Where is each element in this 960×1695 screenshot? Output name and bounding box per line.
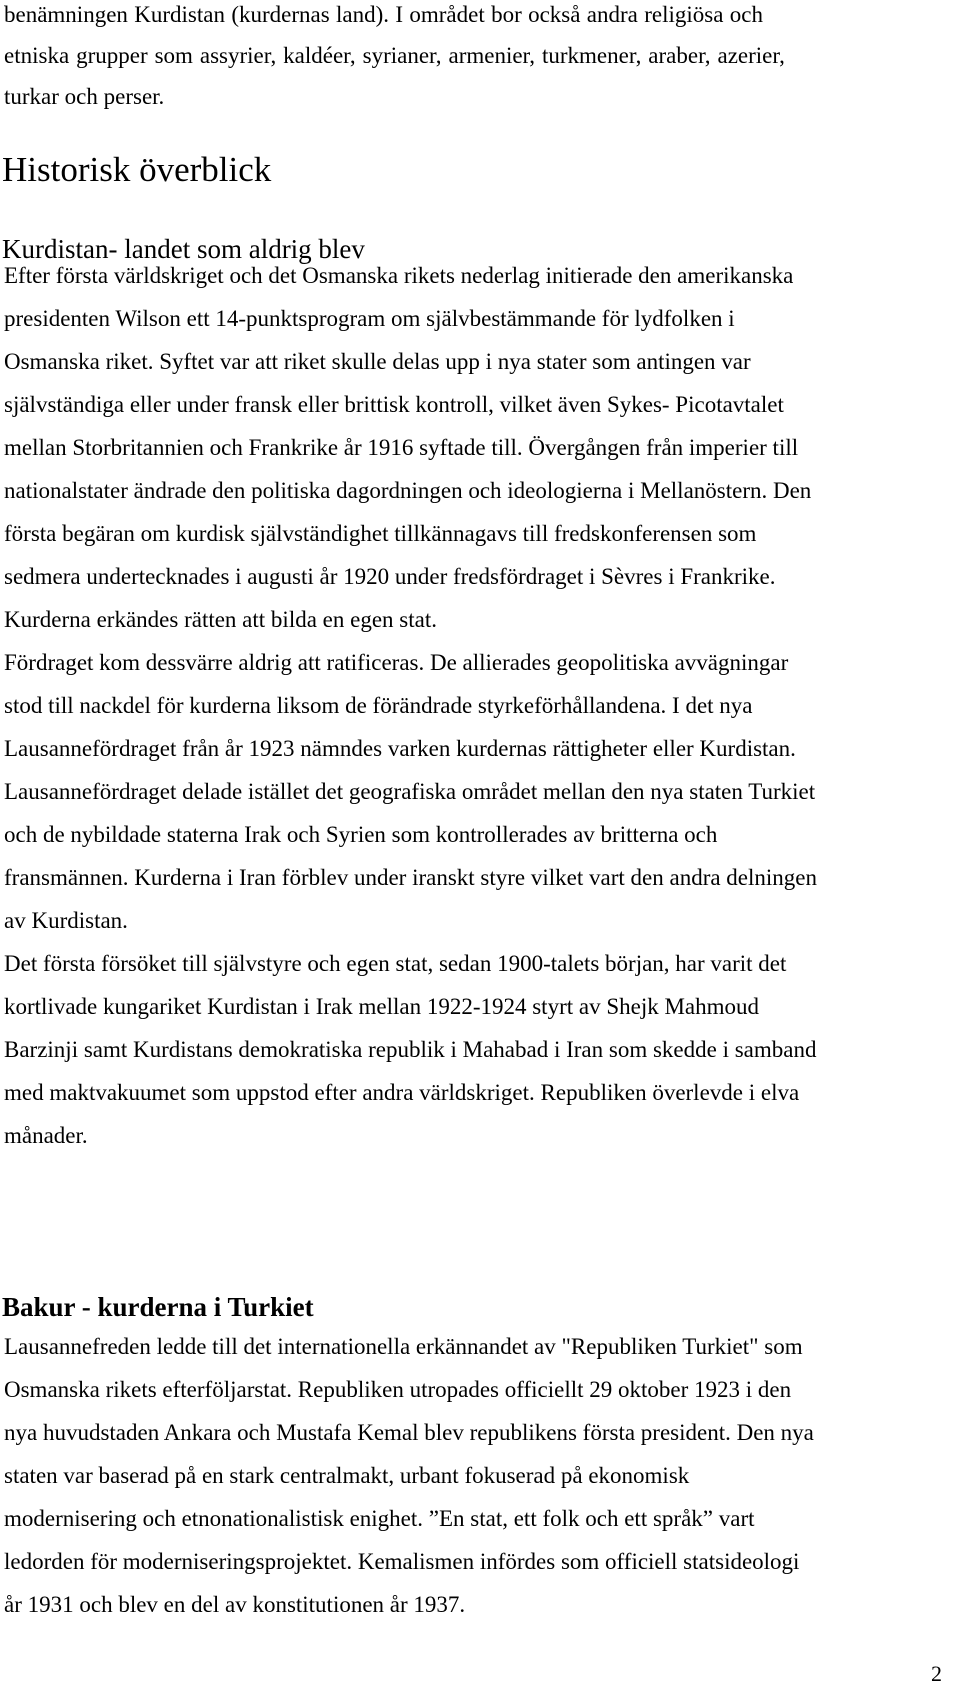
body-line: och de nybildade staterna Irak och Syrien som kontrollerades av britterna och: [4, 822, 718, 847]
bakur-line: nya huvudstaden Ankara och Mustafa Kemal blev republikens första president. Den nya: [4, 1420, 814, 1445]
bakur-line: staten var baserad på en stark centralmakt, urbant fokuserad på ekonomisk: [4, 1463, 690, 1488]
body-line: fransmännen. Kurderna i Iran förblev under iranskt styre vilket vart den andra delningen: [4, 865, 818, 890]
intro-line: turkar och perser.: [4, 84, 165, 109]
body-line: med maktvakuumet som uppstod efter andra världskriget. Republiken överlevde i elva: [4, 1080, 800, 1105]
bakur-heading: Bakur - kurderna i Turkiet: [2, 1292, 314, 1322]
section-heading: Historisk överblick: [2, 150, 272, 189]
bakur-line: ledorden för moderniseringsprojektet. Kemalismen infördes som officiell statsideologi: [4, 1549, 800, 1574]
subsection-heading: Kurdistan- landet som aldrig blev: [2, 234, 365, 264]
body-line: Osmanska riket. Syftet var att riket skulle delas upp i nya stater som antingen var: [4, 349, 751, 374]
body-line: mellan Storbritannien och Frankrike år 1916 syftade till. Övergången från imperier till: [4, 435, 799, 460]
body-line: Det första försöket till självstyre och egen stat, sedan 1900-talets början, har varit det: [4, 951, 787, 976]
page-number: 2: [931, 1661, 942, 1686]
body-line: presidenten Wilson ett 14-punktsprogram om självbestämmande för lydfolken i: [4, 306, 735, 331]
body-line: nationalstater ändrade den politiska dagordningen och ideologierna i Mellanöstern. Den: [4, 478, 812, 503]
body-line: sedmera undertecknades i augusti år 1920 under fredsfördraget i Sèvres i Frankrike.: [4, 564, 776, 589]
body-line: Fördraget kom dessvärre aldrig att ratificeras. De allierades geopolitiska avvägningar: [4, 650, 789, 675]
body-line: Lausannefördraget från år 1923 nämndes varken kurdernas rättigheter eller Kurdistan.: [4, 736, 796, 761]
body-line: Lausannefördraget delade istället det geografiska området mellan den nya staten Turkiet: [4, 779, 816, 804]
body-line: månader.: [4, 1123, 88, 1148]
body-line: självständiga eller under fransk eller brittisk kontroll, vilket även Sykes- Picotavtalet: [4, 392, 784, 417]
body-line: Kurderna erkändes rätten att bilda en egen stat.: [4, 607, 437, 632]
body-line: Barzinji samt Kurdistans demokratiska republik i Mahabad i Iran som skedde i samband: [4, 1037, 817, 1062]
bakur-line: modernisering och etnonationalistisk enighet. ”En stat, ett folk och ett språk” vart: [4, 1506, 755, 1531]
body-line: av Kurdistan.: [4, 908, 128, 933]
body-line: första begäran om kurdisk självständighet tillkännagavs till fredskonferensen som: [4, 521, 757, 546]
intro-line: etniska grupper som assyrier, kaldéer, syrianer, armenier, turkmener, araber, azerier,: [4, 43, 785, 68]
body-line: stod till nackdel för kurderna liksom de förändrade styrkeförhållandena. I det nya: [4, 693, 753, 718]
bakur-line: Lausannefreden ledde till det internationella erkännandet av "Republiken Turkiet" som: [4, 1334, 803, 1359]
body-line: Efter första världskriget och det Osmanska rikets nederlag initierade den amerikanska: [4, 263, 794, 288]
intro-line: benämningen Kurdistan (kurdernas land). I området bor också andra religiösa och: [4, 2, 763, 27]
bakur-line: år 1931 och blev en del av konstitutionen år 1937.: [4, 1592, 466, 1617]
body-line: kortlivade kungariket Kurdistan i Irak mellan 1922-1924 styrt av Shejk Mahmoud: [4, 994, 760, 1019]
bakur-line: Osmanska rikets efterföljarstat. Republiken utropades officiellt 29 oktober 1923 i den: [4, 1377, 792, 1402]
